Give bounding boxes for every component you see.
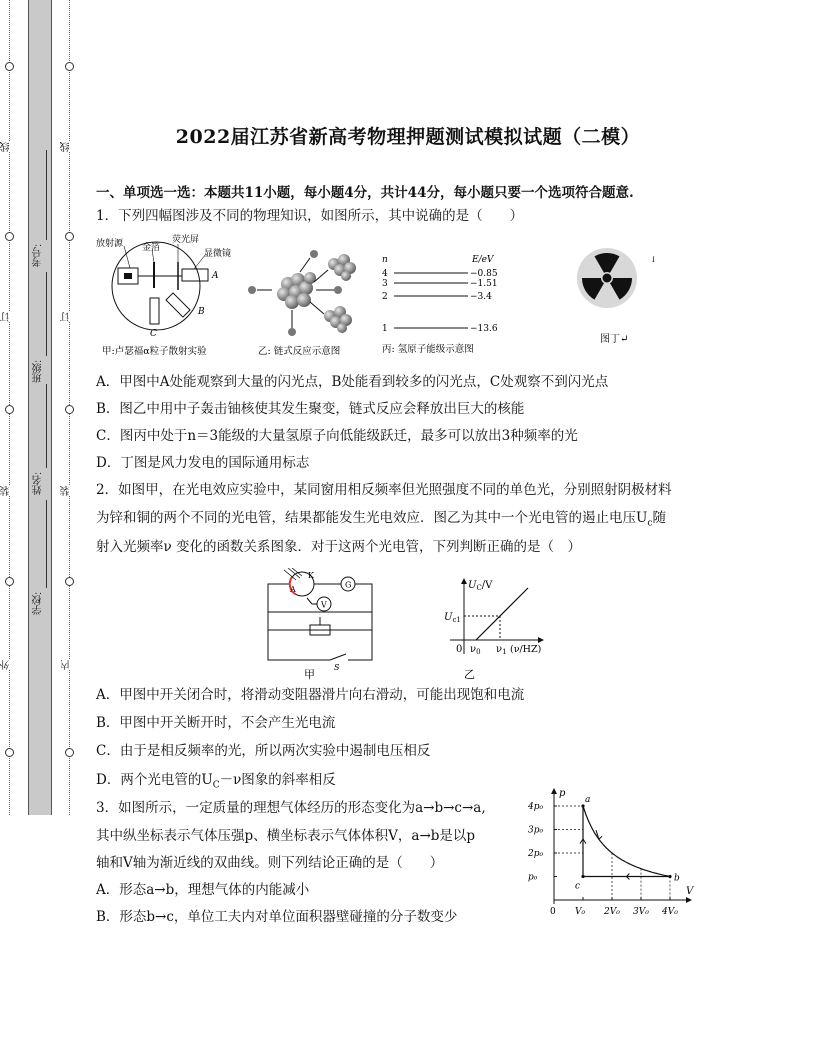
y-tick-label: 4p₀ (528, 802, 544, 812)
level-energy-label: −13.6 (470, 324, 498, 334)
margin-label-nei: 内 (61, 660, 72, 670)
level-n-label: 1 (382, 324, 388, 334)
margin-label-wai: 外 (1, 660, 12, 670)
detector-b (166, 293, 190, 317)
x-tick-label: 2V₀ (604, 907, 620, 917)
label-g: G (345, 580, 352, 590)
fission-fragment-1 (328, 254, 356, 281)
exam-number-label: 考号: (33, 244, 44, 267)
q1-figure-a (94, 232, 244, 360)
label-a: A (212, 271, 219, 281)
q2-figure-jia (262, 568, 382, 682)
level-energy-label: −0.85 (470, 269, 498, 279)
school-label: 学校: (33, 592, 44, 615)
q2-stem-line-2: 为锌和铜的两个不同的光电管，结果都能发生光电效应．图乙为其中一个光电管的遏止电压$U_c$随 (96, 510, 666, 529)
y-tick-label: p₀ (528, 872, 538, 883)
q2-stem-line-1: 2．如图甲，在光电效应实验中，某同窗用相反频率但光照强度不同的单色光，分别照射阴极材料 (96, 482, 672, 498)
class-field[interactable] (46, 272, 47, 356)
q2-option-b: B．甲图中开关断开时，不会产生光电流 (96, 715, 336, 731)
origin-label: 0 (456, 644, 463, 655)
q1-option-c: C．图丙中处于n＝3能级的大量氢原子向低能级跃迁，最多可以放出3种频率的光 (96, 428, 578, 444)
q2-option-a: A．甲图中开关闭合时，将滑动变阻器滑片向右滑动，可能出现饱和电流 (96, 687, 525, 703)
fig-a-caption: 甲:卢瑟福α粒子散射实验 (102, 346, 207, 357)
binding-hole (65, 405, 74, 414)
q2-option-d: D．两个光电管的$U_C-\nu$图象的斜率相反 (96, 772, 336, 791)
switch (330, 654, 346, 660)
binding-hole (5, 748, 14, 757)
margin-label-xian-inner: 线 (61, 142, 72, 152)
state-point-c (581, 875, 584, 878)
x-tick-label: 3V₀ (633, 907, 649, 917)
q1-figure-b (244, 244, 370, 360)
name-field[interactable] (46, 384, 47, 468)
label-s: S (334, 663, 340, 672)
binding-hole (65, 232, 74, 241)
fig-d-mark: ↓ (650, 255, 657, 264)
vacuum-chamber (112, 242, 200, 330)
label-source: 放射源 (96, 239, 124, 249)
q1-option-d: D．丁图是风力发电的国际通用标志 (96, 455, 310, 471)
q1-option-b: B．图乙中用中子轰击铀核使其发生聚变，链式反应会释放出巨大的核能 (96, 401, 525, 417)
n-label: n (382, 255, 388, 265)
margin-label-ding-inner: 订 (61, 312, 72, 322)
label-foil: 金箔 (142, 243, 161, 253)
q1-stem: 1．下列四幅图涉及不同的物理知识，如图所示，其中说确的是（ ） (96, 208, 524, 224)
fig-d-caption: 图丁↵ (600, 334, 629, 345)
y-tick-label: 2p₀ (528, 849, 544, 859)
binding-hole (65, 748, 74, 757)
label-v: V (321, 600, 327, 610)
binding-hole (5, 405, 14, 414)
nu1-label: $\nu_1$ (496, 644, 507, 656)
level-n-label: 2 (382, 292, 388, 302)
q3-stem-line-2: 其中纵坐标表示气体压强p、横坐标表示气体体积V，a→b是以p (96, 828, 476, 844)
binding-hole (5, 232, 14, 241)
energy-levels (382, 269, 498, 334)
state-label-c: c (575, 881, 581, 892)
q2-option-c: C．由于是相反频率的光，所以两次实验中遏制电压相反 (96, 743, 431, 759)
y-axis-label: $U_C/V$ (468, 580, 493, 592)
fig-yi-caption: 乙 (464, 668, 475, 681)
binding-hole (65, 62, 74, 71)
q2-stem-line-3: 射入光频率ν 变化的函数关系图象．对于这两个光电管，下列判断正确的是（ ） (96, 539, 581, 555)
section-heading: 一、单项选一选：本题共11小题，每小题4分，共计44分，每小题只要一个选项符合题意. (96, 185, 634, 201)
margin-label-ding-outer: 订 (1, 312, 12, 322)
binding-hole (5, 62, 14, 71)
class-label: 班级: (33, 360, 44, 383)
y-axis-label: p (559, 788, 566, 799)
x-axis-arrow (686, 897, 692, 903)
q2-figure-yi (430, 574, 556, 684)
radioactive-source (124, 273, 132, 279)
nu0-label: $\nu_0$ (470, 644, 481, 656)
fission-fragment-2 (324, 306, 352, 333)
label-c: C (150, 329, 157, 339)
e-label: E/eV (472, 255, 494, 265)
uc-line (476, 588, 528, 640)
process-ab-curve (583, 806, 670, 877)
y-axis-arrow (551, 788, 557, 794)
margin-label-zhuang-inner: 装 (61, 486, 72, 496)
fig-b-caption: 乙: 链式反应示意图 (258, 346, 341, 357)
x-axis-label: (ν/HZ) (510, 644, 542, 655)
label-microscope: 显微镜 (204, 249, 232, 259)
q3-pv-chart (526, 784, 698, 920)
uranium-nucleus (277, 272, 316, 309)
label-k: K (308, 571, 314, 580)
q1-figure-c (376, 252, 504, 360)
y-tick-label: 3p₀ (528, 825, 544, 836)
fig-c-caption: 丙: 氢原子能级示意图 (382, 344, 474, 355)
q3-option-a: A．形态a→b，理想气体的内能减小 (96, 882, 310, 898)
label-b: B (198, 307, 205, 317)
state-point-b (668, 875, 671, 878)
x-tick-label: 4V₀ (662, 907, 678, 917)
state-label-a: a (585, 795, 591, 805)
level-energy-label: −1.51 (470, 279, 498, 289)
q3-stem-line-1: 3．如图所示，一定质量的理想气体经历的形态变化为a→b→c→a, (96, 800, 486, 816)
level-energy-label: −3.4 (470, 292, 492, 302)
q3-option-b: B．形态b→c，单位工夫内对单位面积器壁碰撞的分子数变少 (96, 909, 458, 925)
x-tick-label: V₀ (575, 907, 586, 917)
school-field[interactable] (46, 500, 47, 588)
binding-hole (5, 577, 14, 586)
label-a: A (290, 585, 296, 594)
q1-option-a: A．甲图中A处能观察到大量的闪光点，B处能看到较多的闪光点，C处观察不到闪光点 (96, 374, 609, 390)
process-ab-arrow (596, 830, 602, 839)
margin-label-xian-outer: 线 (1, 142, 12, 152)
x-axis-label: V (686, 886, 694, 897)
page-title: 2022届江苏省新高考物理押题测试模拟试题（二模） (175, 126, 641, 148)
name-label: 姓名: (33, 472, 44, 495)
x-tick-label: 0 (550, 907, 556, 917)
label-screen: 荧光屏 (172, 235, 200, 245)
level-n-label: 3 (382, 279, 388, 289)
neutron (248, 286, 256, 294)
uc1-label: $U_{c1}$ (444, 612, 461, 624)
microscope (182, 269, 208, 281)
binding-hole (65, 577, 74, 586)
q3-stem-line-3: 轴和V轴为渐近线的双曲线。则下列结论正确的是（ ） (96, 855, 444, 871)
fig-jia-caption: 甲 (304, 668, 315, 681)
level-n-label: 4 (382, 269, 388, 279)
detector-c (150, 298, 159, 324)
exam-number-field[interactable] (46, 150, 47, 240)
margin-label-zhuang-outer: 装 (1, 486, 12, 496)
state-label-b: b (674, 873, 680, 884)
q1-figure-d (574, 244, 664, 350)
